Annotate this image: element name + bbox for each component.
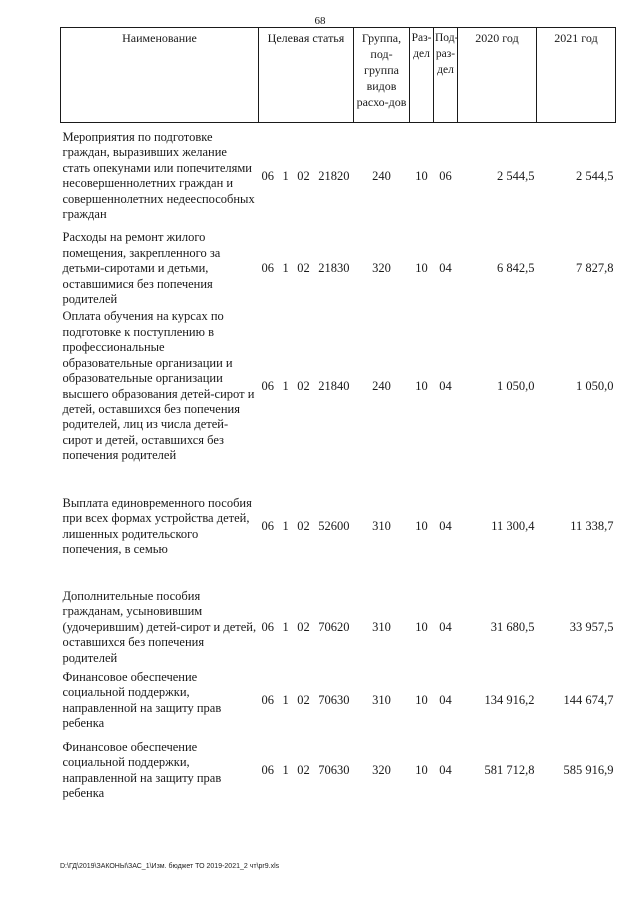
row-subsection: 04 [439,261,452,276]
row-target [259,589,354,667]
target-code-part: 02 [297,692,310,707]
row-2020: 11 300,4 [491,518,535,533]
budget-table-wrapper [60,27,615,807]
row-2021: 585 916,9 [563,762,614,777]
table-row [61,589,616,667]
header-2020: 2020 год [458,28,537,123]
target-code-part: 02 [297,261,310,276]
target-code-part: 21830 [318,261,350,276]
target-code-part: 06 [261,378,274,393]
row-2021: 11 338,7 [570,518,614,533]
row-group: 310 [372,692,391,707]
header-2021: 2021 год [537,28,616,123]
row-subsection: 04 [439,692,452,707]
table-row [61,309,616,465]
row-section: 10 [415,378,428,393]
target-code-part: 52600 [318,518,350,533]
row-subsection: 04 [439,378,452,393]
header-name: Наименование [61,28,259,123]
target-code-part: 02 [297,518,310,533]
target-code-part: 1 [282,762,289,777]
target-code-part: 1 [282,378,289,393]
target-code-part: 02 [297,168,310,183]
target-code-part: 1 [282,619,289,634]
row-2020: 134 916,2 [484,692,535,707]
target-code-part: 06 [261,619,274,634]
table-row [61,123,616,230]
table-header-row [61,28,616,123]
row-section: 10 [415,261,428,276]
file-path-footer: D:\ГД\2019\ЗАКОНЫ\ЗАС_1\Изм. бюджет ТО 2019-2021_2 чт\pr9.xls [60,863,280,870]
row-section: 10 [415,168,428,183]
row-2020: 6 842,5 [497,261,535,276]
target-code-part: 06 [261,518,274,533]
target-code-part: 21840 [318,378,350,393]
row-subsection: 06 [439,168,452,183]
row-group: 240 [372,378,391,393]
row-2021: 7 827,8 [576,261,614,276]
row-group: 240 [372,168,391,183]
row-2020: 31 680,5 [490,619,535,634]
target-code-part: 1 [282,261,289,276]
target-code-part: 06 [261,261,274,276]
row-2020: 1 050,0 [497,378,535,393]
row-2021: 144 674,7 [563,692,614,707]
row-subsection: 04 [439,762,452,777]
row-target [259,230,354,309]
row-target [259,735,354,807]
table-row [61,735,616,807]
row-target [259,465,354,589]
row-target [259,309,354,465]
target-code-part: 02 [297,619,310,634]
row-section: 10 [415,692,428,707]
row-2021: 33 957,5 [569,619,614,634]
row-name: Расходы на ремонт жилого помещения, закрепленного за детьми-сиротами и детьми, оставшимися без попечения родителей [62,230,221,307]
target-code-part: 02 [297,378,310,393]
table-row [61,667,616,735]
target-code-part: 1 [282,168,289,183]
budget-table [60,27,616,807]
header-subsection: Под-раз-дел [434,28,458,123]
header-section: Раз-дел [410,28,434,123]
row-group: 320 [372,762,391,777]
row-name: Оплата обучения на курсах по подготовке к поступлению в профессиональные образовательные организации и образовательные организации высшего образования детей-сирот и детей, оставшихся без попечения родителей, лиц из числа детей-сирот и детей, оставшихся без попечения родителей [62,309,255,463]
row-name: Финансовое обеспечение социальной поддержки, направленной на защиту прав ребенка [62,739,222,800]
row-2020: 2 544,5 [497,168,535,183]
row-section: 10 [415,518,428,533]
target-code-part: 70620 [318,619,350,634]
target-code-part: 06 [261,762,274,777]
target-code-part: 1 [282,518,289,533]
table-row [61,465,616,589]
header-group: Группа, под-группа видов расхо-дов [354,28,410,123]
header-target: Целевая статья [259,28,354,123]
row-target [259,123,354,230]
page-number: 68 [314,15,326,27]
row-group: 310 [372,619,391,634]
table-body [61,123,616,807]
row-section: 10 [415,619,428,634]
row-section: 10 [415,762,428,777]
row-name: Мероприятия по подготовке граждан, выразивших желание стать опекунами или попечителями несовершеннолетних граждан и совершеннолетних недееспособных граждан [62,130,255,222]
target-code-part: 06 [261,692,274,707]
row-2021: 2 544,5 [576,168,614,183]
target-code-part: 1 [282,692,289,707]
row-2020: 581 712,8 [484,762,535,777]
row-name: Выплата единовременного пособия при всех формах устройства детей, лишенных родительского попечения, в семью [62,495,252,556]
row-name: Финансовое обеспечение социальной поддержки, направленной на защиту прав ребенка [62,669,222,730]
row-name: Дополнительные пособия гражданам, усыновившим (удочерившим) детей-сирот и детей, оставшихся без попечения родителей [62,588,257,665]
target-code-part: 21820 [318,168,350,183]
table-row [61,230,616,309]
row-subsection: 04 [439,619,452,634]
row-subsection: 04 [439,518,452,533]
row-target [259,667,354,735]
target-code-part: 06 [261,168,274,183]
target-code-part: 70630 [318,692,350,707]
row-2021: 1 050,0 [576,378,614,393]
row-group: 310 [372,518,391,533]
target-code-part: 02 [297,762,310,777]
target-code-part: 70630 [318,762,350,777]
row-group: 320 [372,261,391,276]
